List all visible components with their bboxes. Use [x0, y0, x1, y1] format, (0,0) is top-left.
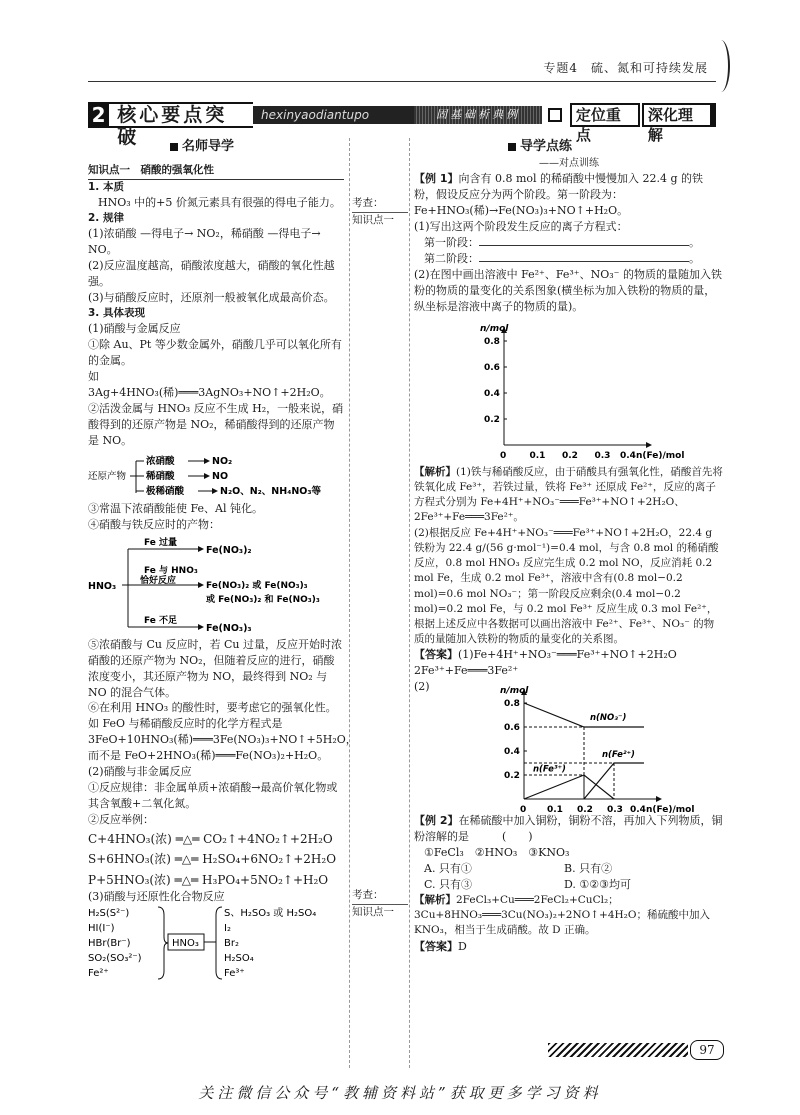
header-rule [88, 81, 716, 82]
x-axis-label: n(Fe)/mol [646, 805, 695, 814]
x-axis-label: n(Fe)/mol [636, 450, 685, 461]
heading-manifest: 3. 具体表现 [88, 307, 145, 320]
text-nature: HNO₃ 中的+5 价氮元素具有很强的得电子能力。 [98, 196, 341, 210]
x-tick-label: 0.1 [547, 805, 563, 814]
answer-2-label: (2) [414, 680, 430, 694]
x-axis-arrow [646, 442, 652, 448]
tree3-mid: HNO₃ [172, 938, 199, 950]
series-label-1: n(NO₃⁻) [590, 713, 627, 724]
heading-nature: 1. 本质 [88, 181, 124, 194]
y-tick-label: 0.6 [504, 723, 520, 734]
right-column [414, 138, 724, 955]
tree3-r4: H₂SO₄ [224, 953, 254, 965]
square-icon [170, 143, 178, 151]
example-1-text: 向含有 0.8 mol 的稀硝酸中慢慢加入 22.4 g 的铁粉，假设反应分为两个阶段。第一阶段为：Fe+HNO₃(稀)→Fe(NO₃)₃+NO↑+H₂O。 [414, 172, 704, 218]
equation-carbon: C+4HNO₃(浓) ═△═ CO₂↑+4NO₂↑+2H₂O [88, 831, 333, 846]
header-curve-decoration [712, 40, 730, 92]
x-tick-label: 0.3 [594, 450, 611, 461]
header-topic: 专题4 硫、氮和可持续发展 [543, 61, 708, 75]
option-d[interactable]: D. ①②③均可 [564, 877, 632, 891]
answer-tag: 【答案】 [414, 648, 458, 662]
tree2-r1: Fe(NO₃)₂ [206, 544, 252, 556]
tree1-b3: 极稀硝酸 [146, 485, 185, 497]
tree1-r1: NO₂ [212, 455, 233, 467]
text-feo-react: ⑥在利用 HNO₃ 的酸性时，要考虑它的强氧化性。如 FeO 与稀硝酸反应时的化学方程式是 3FeO+10HNO₃(稀)═══3Fe(NO₃)₃+NO↑+5H₂O，而不是 FeO+2HNO₃(稀)═══Fe(NO₃)₂+H₂O。 [88, 701, 357, 763]
question-1: (1)写出这两个阶段发生反应的离子方程式： [414, 220, 628, 234]
analysis-1: 【解析】(1)铁与稀硝酸反应，由于硝酸具有强氧化性，硝酸首先将铁氧化成 Fe³⁺，若铁过量，铁将 Fe³⁺ 还原成 Fe²⁺，反应的离子方程式分别为 Fe+4H⁺+NO₃⁻═══Fe³⁺+NO↑+2H₂O、2Fe³⁺+Fe═══3Fe²⁺。 [414, 465, 723, 524]
page-number: 97 [690, 1040, 724, 1060]
text-metal-1: ①除 Au、Pt 等少数金属外，硝酸几乎可以氧化所有的金属。 [88, 338, 342, 368]
series-label-3: n(Fe²⁺) [602, 750, 635, 761]
reducing-compound-tree [88, 905, 344, 981]
option-c[interactable]: C. 只有③ [424, 877, 473, 891]
banner-right-1: 定位重点 [570, 103, 640, 127]
tree3-r5: Fe³⁺ [224, 968, 245, 980]
choice-row-1 [414, 861, 724, 877]
banner-title: 核心要点突破 [109, 102, 253, 128]
tree2-r2a: Fe(NO₃)₂ 或 Fe(NO₃)₃ [206, 580, 308, 591]
heading-rules: 2. 规律 [88, 212, 124, 225]
column-divider-left [349, 138, 350, 1068]
y-tick-label: 0.8 [484, 336, 500, 347]
tree3-l3: HBr(Br⁻) [88, 938, 131, 950]
tree2-r2b: 或 Fe(NO₃)₂ 和 Fe(NO₃)₃ [206, 594, 320, 605]
text-rule-1: (1)浓硝酸 —得电子→ NO₂，稀硝酸 —得电子→ NO。 [88, 227, 321, 257]
answer-chart [414, 681, 724, 813]
text-reducing-compound: (3)硝酸与还原性化合物反应 [88, 890, 225, 904]
blank-chart[interactable] [414, 315, 724, 465]
x-axis-arrow [656, 796, 662, 802]
stage-1-line: 第一阶段： 。 [424, 236, 700, 250]
y-tick-label: 0.8 [504, 699, 520, 710]
equation-sulfur: S+6HNO₃(浓) ═△═ H₂SO₄+6NO₂↑+2H₂O [88, 852, 337, 867]
side-note-2: 考查： 知识点一 [352, 888, 408, 921]
text-nonmetal: (2)硝酸与非金属反应 [88, 765, 192, 779]
answer-1: 【答案】(1)Fe+4H⁺+NO₃⁻═══Fe³⁺+NO↑+2H₂O 2Fe³⁺+Fe═══3Fe²⁺ [414, 648, 688, 678]
tree1-b1: 浓硝酸 [146, 455, 175, 467]
answer-blank-2[interactable] [479, 261, 689, 262]
analysis-tag: 【解析】 [414, 465, 456, 478]
example-2-options: ①FeCl₃ ②HNO₃ ③KNO₃ [424, 846, 570, 860]
tree2-c2b: 恰好反应 [140, 575, 177, 586]
choice-row-2 [414, 877, 724, 893]
analysis-3: 【解析】2FeCl₃+Cu═══2FeCl₂+CuCl₂；3Cu+8HNO₃═══3Cu(NO₃)₂+2NO↑+4H₂O；稀硫酸中加入 KNO₃，相当于生成硝酸。故 D 正确。 [414, 893, 710, 937]
left-section-title: 名师导学 [170, 138, 344, 157]
y-tick-label: 0.2 [504, 771, 520, 782]
iron-product-tree [88, 535, 344, 635]
answer-blank-1[interactable] [479, 245, 689, 246]
x-tick-label: 0.3 [607, 805, 623, 814]
text-passivation: ③常温下浓硝酸能使 Fe、Al 钝化。 [88, 501, 263, 515]
tree3-l2: HI(I⁻) [88, 923, 115, 935]
right-section-title: 导学点练 [508, 138, 724, 157]
text-rule-3: (3)与硝酸反应时，还原剂一般被氧化成最高价态。 [88, 291, 335, 305]
banner-square-icon [548, 108, 562, 122]
example-1 [414, 171, 724, 219]
reduction-product-tree [88, 451, 344, 499]
tree2-root: HNO₃ [88, 580, 117, 592]
tree3-l5: Fe²⁺ [88, 968, 109, 980]
footer-stripe [548, 1043, 688, 1057]
y-tick-label: 0.6 [484, 362, 500, 373]
banner-pinyin: hexinyaodiantupo [253, 106, 414, 124]
text-iron-products: ④硝酸与铁反应时的产物： [88, 517, 220, 531]
x-tick-label: 0.4 [620, 450, 636, 461]
text-cu-react: ⑤浓硝酸与 Cu 反应时，若 Cu 过量，反应开始时浓硝酸的还原产物为 NO₂，但随着反应的进行，硝酸浓度变小，其还原产物为 NO，最终得到 NO₂ 与 NO 的混合气体。 [88, 637, 342, 699]
option-a[interactable]: A. 只有① [424, 862, 472, 876]
tree1-r3: N₂O、N₂、NH₄NO₃等 [220, 485, 322, 497]
tree1-r2: NO [212, 470, 229, 482]
left-column [88, 138, 357, 981]
example-2-tag: 【例 2】 [414, 814, 459, 828]
series-label-2: n(Fe³⁺) [533, 764, 566, 775]
y-tick-label: 0.4 [504, 747, 520, 758]
knowledge-point-heading: 知识点一 硝酸的强氧化性 [88, 163, 344, 180]
y-tick-label: 0.2 [484, 414, 500, 425]
y-axis-label: n/mol [500, 686, 529, 697]
text-metal-react: (1)硝酸与金属反应 [88, 322, 181, 336]
x-tick-label: 0 [520, 805, 527, 814]
text-rule-2: (2)反应温度越高，硝酸浓度越大，硝酸的氧化性越强。 [88, 259, 335, 289]
equation-phosphorus: P+5HNO₃(浓) ═△═ H₃PO₄+5NO₂↑+H₂O [88, 872, 329, 887]
square-icon [508, 143, 516, 151]
tree3-r1: S、H₂SO₃ 或 H₂SO₄ [224, 908, 317, 920]
banner-middle: 固基础析典例 [414, 106, 542, 124]
option-b[interactable]: B. 只有② [564, 862, 613, 876]
tree3-l4: SO₂(SO₃²⁻) [88, 953, 142, 965]
tree3-r2: I₂ [224, 923, 231, 935]
side-note-1: 考查： 知识点一 [352, 196, 408, 229]
stage-2-line: 第二阶段： 。 [424, 252, 700, 266]
banner-right-2: 深化理解 [642, 103, 716, 127]
y-axis-label: n/mol [480, 323, 509, 334]
text-metal-2: ②活泼金属与 HNO₃ 反应不生成 H₂，一般来说，硝酸得到的还原产物是 NO₂，稀硝酸得到的还原产物是 NO。 [88, 402, 344, 447]
bottom-note: 关注微信公众号“教辅资料站”获取更多学习资料 [198, 1084, 602, 1102]
text-metal-eq: 如 3Ag+4HNO₃(稀)═══3AgNO₃+NO↑+2H₂O。 [88, 370, 331, 400]
x-tick-label: 0.4 [630, 805, 646, 814]
tree1-b2: 稀硝酸 [146, 470, 175, 482]
x-tick-label: 0 [500, 450, 507, 461]
tree2-c1: Fe 过量 [144, 537, 178, 548]
answer-3: 【答案】D [414, 939, 467, 953]
example-1-tag: 【例 1】 [414, 172, 459, 186]
x-tick-label: 0.1 [529, 450, 546, 461]
question-2: (2)在图中画出溶液中 Fe²⁺、Fe³⁺、NO₃⁻ 的物质的量随加入铁粉的物质的量变化的关系图象(横坐标为加入铁粉的物质的量，纵坐标是溶液中离子的物质的量)。 [414, 267, 722, 313]
tree2-c3: Fe 不足 [144, 615, 178, 626]
tree3-l1: H₂S(S²⁻) [88, 908, 130, 920]
tree3-r3: Br₂ [224, 938, 239, 950]
right-subtitle: ——对点训练 [539, 157, 599, 169]
text-nonmetal-example: ②反应举例： [88, 813, 154, 827]
text-nonmetal-rule: ①反应规律：非金属单质+浓硝酸→最高价氧化物或其含氧酸+二氧化氮。 [88, 781, 338, 811]
example-2: 【例 2】在稀硫酸中加入铜粉，铜粉不溶，再加入下列物质，铜粉溶解的是 ( ) [414, 814, 723, 844]
banner-number: 2 [88, 102, 109, 128]
tree2-r3: Fe(NO₃)₃ [206, 622, 252, 634]
analysis-2: (2)根据反应 Fe+4H⁺+NO₃⁻═══Fe³⁺+NO↑+2H₂O，22.4 g 铁粉为 22.4 g/(56 g·mol⁻¹)=0.4 mol，与含 0.8 mol 的稀硝酸反应，0.8 mol HNO₃ 反应完生成 0.2 mol NO，反应消耗 0.2 mol Fe，生成 0.2 mol Fe³⁺，溶液中含有(0.8 mol−0.2 mol)=0.6 mol NO₃⁻；第一阶段反应剩余(0.4 mol−0.2 mol)=0.2 mol Fe，与 0.2 mol Fe³⁺ 反应生成 0.3 mol Fe²⁺，根据上述反应中各数据可以画出溶液中 Fe²⁺、Fe³⁺、NO₃⁻ 的物质的量随加入铁粉的物质的量变化的关系图。 [414, 526, 719, 646]
tree2-c2a: Fe 与 HNO₃ [144, 565, 198, 576]
tree1-root: 还原产物 [88, 470, 127, 482]
y-tick-label: 0.4 [484, 388, 500, 399]
x-tick-label: 0.2 [577, 805, 593, 814]
x-tick-label: 0.2 [562, 450, 578, 461]
column-divider-right [409, 138, 410, 1068]
